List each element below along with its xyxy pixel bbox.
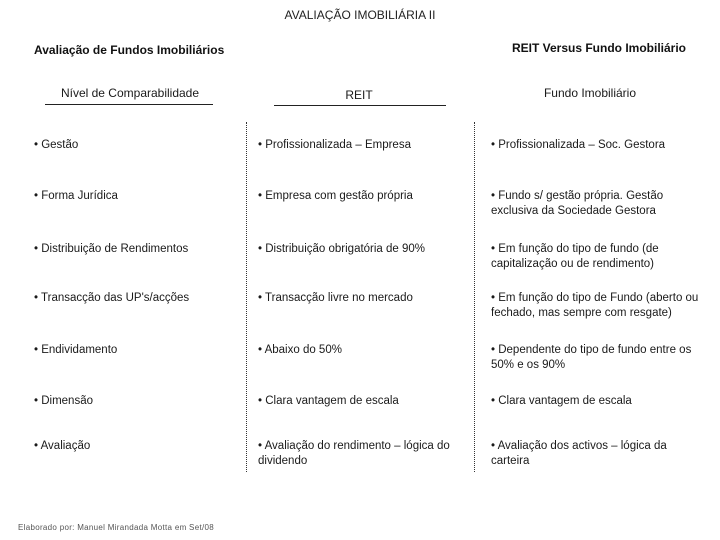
column-header-comparability: Nível de Comparabilidade	[60, 86, 200, 100]
row-reit-value: • Distribuição obrigatória de 90%	[258, 243, 426, 255]
row-fund-value: • Clara vantagem de escala	[491, 395, 632, 407]
page-title: AVALIAÇÃO IMOBILIÁRIA II	[284, 8, 436, 22]
row-criterion: • Gestão	[34, 139, 79, 151]
row-criterion: • Transacção das UP's/acções	[34, 292, 190, 304]
column-header-reit: REIT	[345, 88, 373, 102]
column-divider	[246, 122, 247, 472]
row-reit-value: • Avaliação do rendimento – lógica do dividendo	[258, 440, 450, 467]
row-reit-value: • Profissionalizada – Empresa	[258, 139, 411, 151]
row-reit-value: • Clara vantagem de escala	[258, 395, 399, 407]
row-fund-value: • Dependente do tipo de fundo entre os 50% e os 90%	[491, 344, 692, 371]
row-criterion: • Dimensão	[34, 395, 93, 407]
row-fund-value: • Em função do tipo de fundo (de capitalização ou de rendimento)	[491, 243, 659, 270]
row-fund-value: • Fundo s/ gestão própria. Gestão exclusiva da Sociedade Gestora	[491, 190, 664, 217]
row-reit-value: • Abaixo do 50%	[258, 344, 342, 356]
column-divider	[474, 122, 475, 472]
header-underline	[45, 104, 213, 105]
row-fund-value: • Profissionalizada – Soc. Gestora	[491, 139, 666, 151]
comparison-heading: REIT Versus Fundo Imobiliário	[511, 41, 686, 55]
section-heading: Avaliação de Fundos Imobiliários	[34, 43, 225, 57]
row-fund-value: • Avaliação dos activos – lógica da carteira	[491, 440, 667, 467]
row-criterion: • Forma Jurídica	[34, 190, 118, 202]
row-reit-value: • Transacção livre no mercado	[258, 292, 413, 304]
header-underline	[274, 105, 446, 106]
row-reit-value: • Empresa com gestão própria	[258, 190, 413, 202]
column-header-fund: Fundo Imobiliário	[543, 86, 637, 100]
row-fund-value: • Em função do tipo de Fundo (aberto ou fechado, mas sempre com resgate)	[491, 292, 699, 319]
row-criterion: • Distribuição de Rendimentos	[34, 243, 189, 255]
footer-credit: Elaborado por: Manuel Mirandada Motta em Set/08	[18, 523, 214, 532]
row-criterion: • Avaliação	[34, 440, 91, 452]
row-criterion: • Endividamento	[34, 344, 118, 356]
